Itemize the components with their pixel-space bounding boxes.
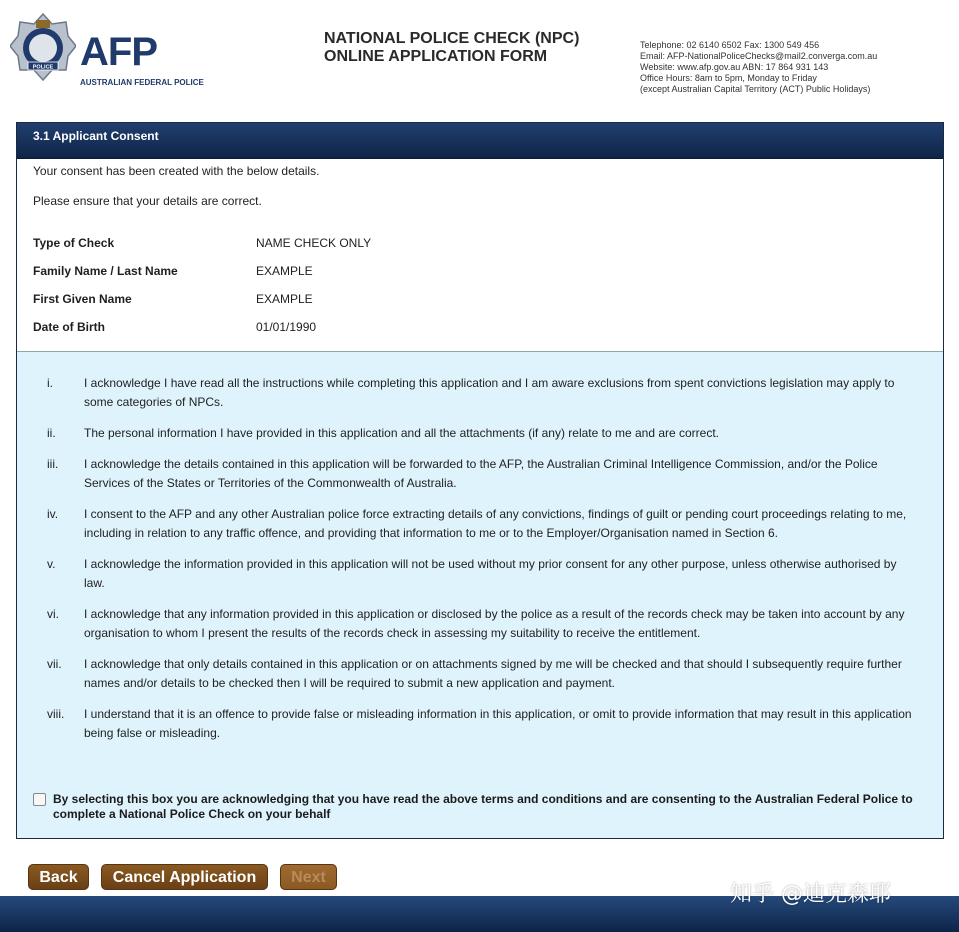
title-line-1: NATIONAL POLICE CHECK (NPC) [324, 30, 580, 47]
contact-line: Email: AFP-NationalPoliceChecks@mail2.converga.com.au [640, 51, 878, 61]
term-number: viii. [47, 707, 65, 721]
contact-line: Telephone: 02 6140 6502 Fax: 1300 549 456 [640, 40, 820, 50]
term-number: iv. [47, 507, 59, 521]
contact-line: Website: www.afp.gov.au ABN: 17 864 931 143 [640, 62, 829, 72]
intro-created: Your consent has been created with the below details. [33, 164, 320, 178]
term-number: ii. [47, 426, 56, 440]
contact-info [640, 40, 877, 95]
form-title [324, 30, 579, 66]
term-text: The personal information I have provided in this application and all the attachments (if any) relate to me and are correct. [84, 426, 720, 440]
police-badge-icon [10, 12, 76, 90]
detail-value: EXAMPLE [256, 292, 313, 306]
afp-logo[interactable] [10, 12, 204, 92]
term-text: I consent to the AFP and any other Australian police force extracting details of any convictions, findings of guilt or pending court proceedings relating to me, including in relation to any traffic offence, and providing that information to me or to the Employer/Organisation named in Section 6. [84, 507, 907, 540]
term-number: v. [47, 557, 56, 571]
title-line-2: ONLINE APPLICATION FORM [324, 48, 548, 65]
back-button[interactable]: Back [28, 864, 89, 890]
consent-label[interactable]: By selecting this box you are acknowledging that you have read the above terms and conditions and are consenting to the Australian Federal Police to complete a National Police Check on your behalf [53, 792, 913, 821]
term-text: I understand that it is an offence to provide false or misleading information in this application, or omit to provide information that may result in this application being false or misleading. [84, 707, 912, 740]
term-text: I acknowledge that only details contained in this application or on attachments signed by me will be checked and that should I subsequently require further names and/or details to be checked then I will be required to submit a new application and payment. [84, 657, 902, 690]
logo-wordmark: AFP [80, 30, 157, 74]
term-number: i. [47, 376, 53, 390]
terms-list [17, 352, 943, 838]
applicant-details [17, 159, 943, 352]
section-title: 3.1 Applicant Consent [17, 123, 943, 159]
detail-label: First Given Name [33, 292, 132, 306]
detail-value: NAME CHECK ONLY [256, 236, 372, 250]
logo-subtext: AUSTRALIAN FEDERAL POLICE [80, 78, 204, 87]
term-text: I acknowledge that any information provided in this application or disclosed by the police as a result of the records check may be taken into account by any organisation to whom I present the results of the records check in assessing my suitability to receive the entitlement. [84, 607, 905, 640]
intro-ensure: Please ensure that your details are correct. [33, 194, 262, 208]
term-text: I acknowledge I have read all the instructions while completing this application and I am aware exclusions from spent convictions legislation may apply to some categories of NPCs. [84, 376, 895, 409]
detail-label: Family Name / Last Name [33, 264, 178, 278]
cancel-application-button[interactable]: Cancel Application [101, 864, 268, 890]
term-number: vii. [47, 657, 62, 671]
consent-panel [16, 122, 944, 839]
detail-label: Type of Check [33, 236, 115, 250]
consent-checkbox[interactable] [33, 793, 46, 806]
term-text: I acknowledge the details contained in this application will be forwarded to the AFP, the Australian Criminal Intelligence Commission, and/or the Police Services of the States or Territories of the Commonwealth of Australia. [84, 457, 878, 490]
contact-line: Office Hours: 8am to 5pm, Monday to Friday [640, 73, 817, 83]
detail-value: EXAMPLE [256, 264, 313, 278]
detail-value: 01/01/1990 [256, 320, 317, 334]
next-button[interactable]: Next [280, 864, 337, 890]
contact-line: (except Australian Capital Territory (ACT) Public Holidays) [640, 84, 871, 94]
detail-label: Date of Birth [33, 320, 105, 334]
watermark-text: 知乎 @迪克森耶 [730, 882, 891, 907]
badge-text: POLICE [32, 64, 54, 71]
term-number: iii. [47, 457, 59, 471]
term-text: I acknowledge the information provided in this application will not be used without my prior consent for any other purpose, unless otherwise authorised by law. [84, 557, 897, 590]
page-header [0, 0, 959, 118]
term-number: vi. [47, 607, 59, 621]
